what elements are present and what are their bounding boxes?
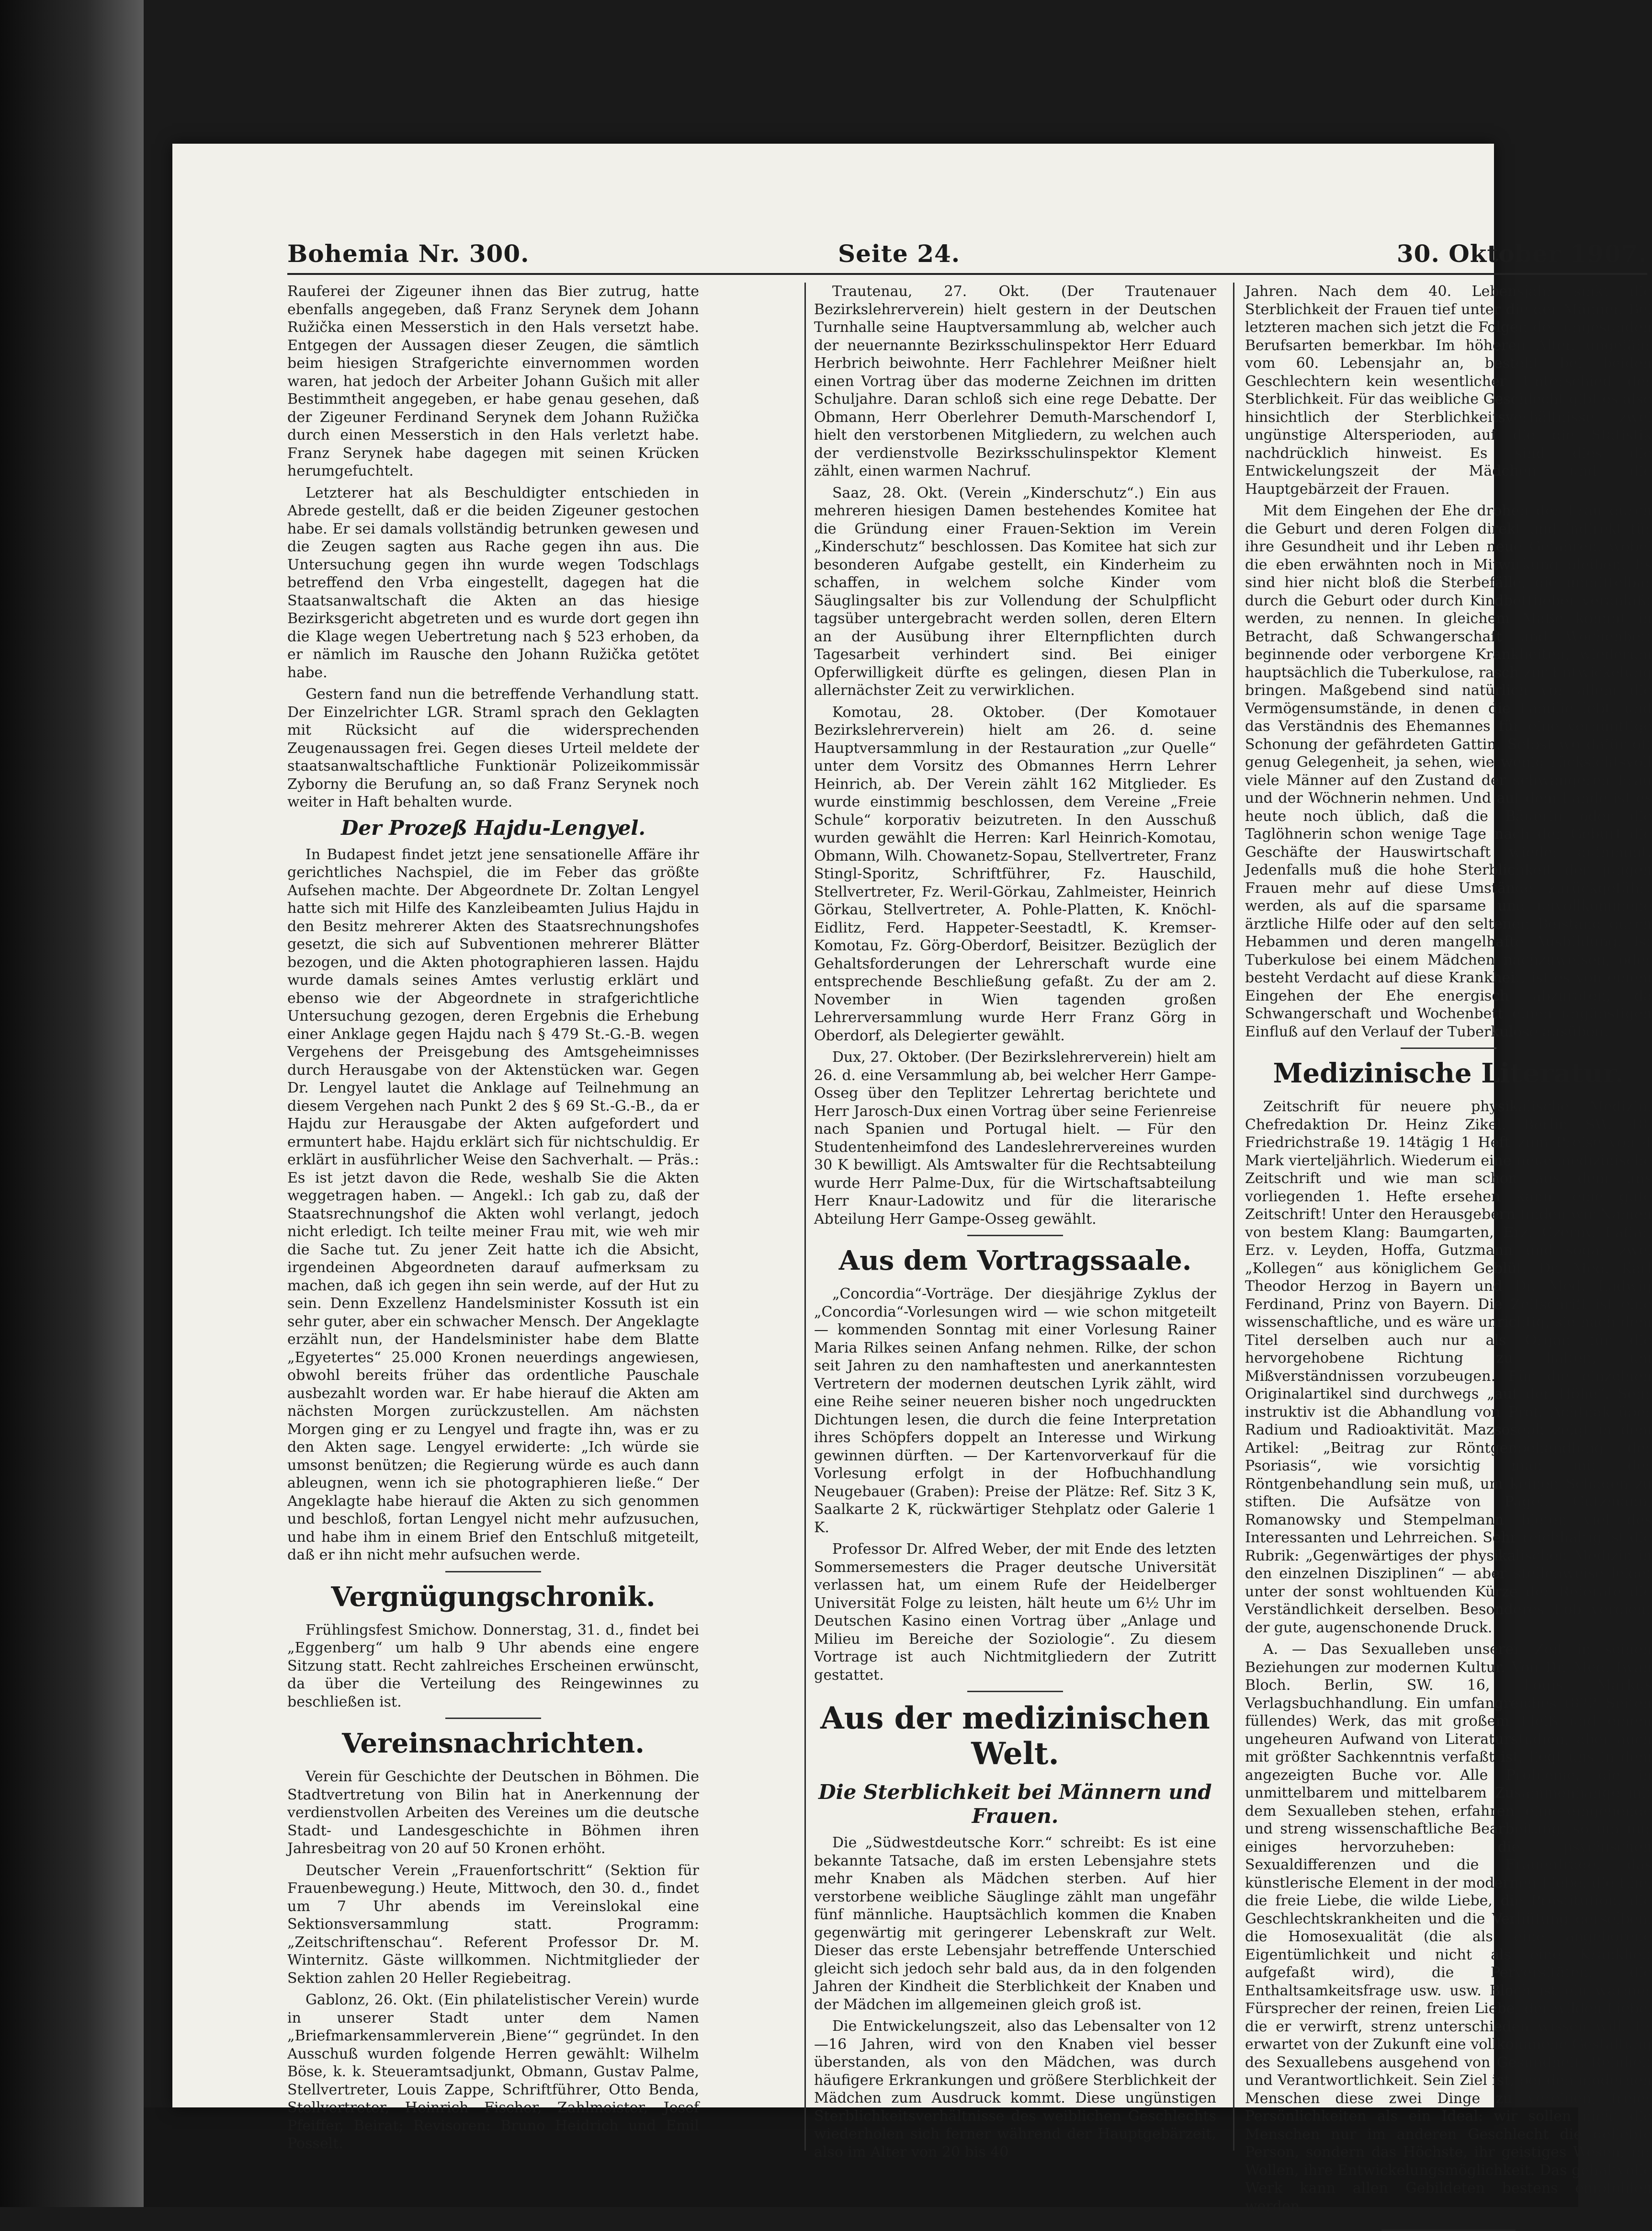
article-paragraph: In Budapest findet jetzt jene sensationelle Affäre ihr gerichtliches Nachspiel, die im Feber das größte Aufsehen machte. Der Abgeordnete Dr. Zoltan Lengyel hatte sich mit Hilfe des Kanzleibeamten Julius Hajdu in den Besitz mehrerer Akten des Staatsrechnungshofes gesetzt, die sich auf Subventionen mehrerer Blätter bezogen, und die Akten photographieren lassen. Hajdu wurde damals seines Amtes verlustig erklärt und ebenso wie der Abgeordnete in strafgerichtliche Untersuchung gezogen, deren Ergebnis die Erhebung einer Anklage gegen Hajdu nach § 479 St.-G.-B. wegen Vergehens der Preisgebung des Amtsgeheimnisses durch Herausgabe von der Aktenstücken war. Gegen Dr. Lengyel lautet die Anklage auf Teilnehmung an diesem Vergehen nach Punkt 2 des § 69 St.-G.-B., da er Hajdu zur Herausgabe der Akten aufgefordert und ermuntert habe. Hajdu erklärt sich für nichtschuldig. Er erklärt in ausführlicher Weise den Sachverhalt. — Präs.: Es ist jetzt davon die Rede, weshalb Sie die Akten weggetragen haben. — Angekl.: Ich gab zu, daß der Staatsrechnungshof die Akten wohl verlangt, jedoch nicht erledigt. Ich teilte meiner Frau mit, wie weh mir die Sache tut. Zu jener Zeit hatte ich die Absicht, irgendeinen Abgeordneten darauf aufmerksam zu machen, daß ich gegen ihn sein werde, auf der Hut zu sein. Denn Exzellenz Handelsminister Kossuth ist ein sehr guter, aber ein schwacher Mensch. Der Angeklagte erzählt nun, der Handelsminister habe dem Blatte „Egyetertes“ 25.000 Kronen neuerdings angewiesen, obwohl bereits früher das ordentliche Pauschale ausbezahlt worden war. Er habe hierauf die Akten am nächsten Morgen zurückzustellen. Am nächsten Morgen ging er zu Lengyel und fragte ihn, was er zu den Akten sage. Lengyel erwiderte: „Ich würde sie umsonst benützen; die Regierung würde es auch dann ableugnen, wenn ich sie photographieren ließe.“ Der Angeklagte habe hierauf die Akten zu sich genommen und beschloß, fortan Lengyel nicht mehr aufzusuchen, und habe ihm in einem Brief den Entschluß mitgeteilt, daß er ihn nicht mehr aufsuchen werde. <box>287 846 699 1563</box>
section-divider <box>967 1691 1063 1692</box>
article-paragraph: Frühlingsfest Smichow. Donnerstag, 31. d., findet bei „Eggenberg“ um halb 9 Uhr abends eine engere Sitzung statt. Recht zahlreiches Erscheinen erwünscht, da über die Verteilung des Reingewinnes zu beschließen ist. <box>287 1621 699 1710</box>
section-heading: Medizinische Literatur. <box>1273 1058 1624 1089</box>
column-rule-2 <box>1233 283 1234 2151</box>
article-paragraph: Rauferei der Zigeuner ihnen das Bier zutrug, hatte ebenfalls angegeben, daß Franz Serynek dem Johann Ružička einen Messerstich in den Hals versetzt habe. Entgegen der Aussagen dieser Zeugen, die sämtlich beim hiesigen Strafgerichte einvernommen worden waren, hat jedoch der Arbeiter Johann Gušich mit aller Bestimmtheit angegeben, er habe genau gesehen, daß der Zigeuner Ferdinand Serynek dem Johann Ružička durch einen Messerstich in den Hals verletzt habe. Franz Serynek habe dagegen mit seinen Krücken herumgefuchtelt. <box>287 283 699 479</box>
article-paragraph: Gestern fand nun die betreffende Verhandlung statt. Der Einzelrichter LGR. Straml sprach den Geklagten mit Rücksicht auf die widersprechenden Zeugenaussagen frei. Gegen dieses Urteil meldete der staatsanwaltschaftliche Funktionär Polizeikommissär Zyborny die Berufung an, so daß Franz Serynek noch weiter in Haft behalten wurde. <box>287 686 699 810</box>
article-paragraph: Gablonz, 26. Okt. (Ein philatelistischer Verein) wurde in unserer Stadt unter dem Namen „Briefmarkensammlerverein ‚Biene‘“ gegründet. In den Ausschuß wurden folgende Herren gewählt: Wilhelm Böse, k. k. Steueramtsadjunkt, Obmann, Gustav Palme, Stellvertreter, Louis Zappe, Schriftführer, Otto Benda, Stellvertreter, Heinrich Fischer, Zahlmeister, Josef Pfeiffer, Beirat; Revisoren: Bruno Heidrich und Emil Posselt. <box>287 1992 699 2152</box>
section-heading: Aus dem Vortragssaale. <box>838 1245 1192 1276</box>
article-paragraph: Letzterer hat als Beschuldigter entschieden in Abrede gestellt, daß er die beiden Zigeuner gestochen habe. Er sei damals vollständig betrunken gewesen und die Zeugen sagten aus Rache gegen ihn aus. Die Untersuchung gegen ihn wurde wegen Todschlags betreffend den Vrba eingestellt, dagegen hat die Staatsanwaltschaft die Akten an das hiesige Bezirksgericht abgetreten und es wurde dort gegen ihn die Klage wegen Uebertretung nach § 523 erhoben, da er nämlich im Rausche den Johann Ružička getötet habe. <box>287 484 699 681</box>
column-left <box>287 283 699 2151</box>
article-paragraph: Dux, 27. Oktober. (Der Bezirkslehrerverein) hielt am 26. d. eine Versammlung ab, bei welcher Herr Gampe-Osseg über den Teplitzer Lehrertag berichtete und Herr Jarosch-Dux einen Vortrag über seine Ferienreise nach Spanien und Portugal hielt. — Für den Studentenheimfond des Landeslehrervereines wurden 30 K bewilligt. Als Amtswalter für die Rechtsabteilung wurde Herr Palme-Dux, für die Wirtschaftsabteilung Herr Knaur-Ladowitz und für die literarische Abteilung Herr Gampe-Osseg gewählt. <box>814 1049 1216 1228</box>
section-divider <box>445 1571 541 1572</box>
article-paragraph: Komotau, 28. Oktober. (Der Komotauer Bezirkslehrerverein) hielt am 26. d. seine Hauptversammlung in der Restauration „zur Quelle“ unter dem Vorsitz des Obmannes Herrn Lehrer Heinrich, ab. Der Verein zählt 162 Mitglieder. Es wurde einstimmig beschlossen, dem Vereine „Freie Schule“ korporativ beizutreten. In den Ausschuß wurden gewählt die Herren: Karl Heinrich-Komotau, Obmann, Wilh. Chowanetz-Sopau, Stellvertreter, Franz Stingl-Sporitz, Schriftführer, Fz. Hauschild, Stellvertreter, Fz. Weril-Görkau, Zahlmeister, Heinrich Görkau, Stellvertreter, A. Pohle-Platten, K. Knöchl-Eidlitz, Ferd. Happeter-Seestadtl, K. Kremser-Komotau, Fz. Görg-Oberdorf, Beisitzer. Bezüglich der Gehaltsforderungen der Lehrerschaft wurde eine entsprechende Beschließung gefaßt. Zu der am 2. November in Wien tagenden großen Lehrerversammlung wurde Herr Franz Görg in Oberdorf, als Delegierter gewählt. <box>814 704 1216 1044</box>
article-heading: Der Prozeß Hajdu-Lengyel. <box>340 816 645 840</box>
section-heading: Vereinsnachrichten. <box>342 1728 645 1759</box>
column-middle <box>814 283 1216 2161</box>
article-paragraph: „Concordia“-Vorträge. Der diesjährige Zyklus der „Concordia“-Vorlesungen wird — wie schon mitgeteilt — kommenden Sonntag mit einer Vorlesung Rainer Maria Rilkes seinen Anfang nehmen. Rilke, der schon seit Jahren zu den namhaftesten und anerkanntesten Vertretern der modernen deutschen Lyrik zählt, wird eine Reihe seiner neueren bisher noch ungedruckten Dichtungen lesen, die durch die feine Interpretation ihres Schöpfers doppelt an Interesse und Wirkung gewinnen dürften. — Der Kartenvorverkauf für die Vorlesung erfolgt in der Hofbuchhandlung Neugebauer (Graben): Preise der Plätze: Ref. Sitz 3 K, Saalkarte 2 K, rückwärtiger Stehplatz oder Galerie 1 K. <box>814 1286 1216 1536</box>
article-paragraph: Mit dem Eingehen der Ehe drohen der Frau durch die Geburt und deren Folgen direkt und indirekt für ihre Gesundheit und ihr Leben neue Gefahren, wobei die eben erwähnten noch in Mitwirkung bleiben. Es sind hier nicht bloß die Sterbefälle, die unmittelbar durch die Geburt oder durch Kindbettfieber veranlaßt werden, zu nennen. In gleichem Maße kommt in Betracht, daß Schwangerschaft und Wochenbett beginnende oder verborgene Krankheiten, wiederum hauptsächlich die Tuberkulose, rasch zur Entwickelung bringen. Maßgebend sind natürlich vor allem die Vermögensumstände, in denen die Familie lebt, und das Verständnis des Ehemannes für eine vernünftige Schonung der gefährdeten Gattin. Selbst wo dafür oft genug Gelegenheit, ja sehen, wie wenig rücksichtsvoll viele Männer auf den Zustand der schwangeren Frau und der Wöchnerin nehmen. Und auf dem Lande ist es heute noch üblich, daß die Bäuerin oder die Taglöhnerin schon wenige Tage nach der Geburt die Geschäfte der Hauswirtschaft wieder aufnimmt. Jedenfalls muß die hohe Sterblichkeit der jungen Frauen mehr auf diese Umstände zurückgeführt werden, als auf die sparsame und unvollkommene ärztliche Hilfe oder auf den seltenen Beistand durch Hebammen und deren mangelhafte Ausbildung. Ist Tuberkulose bei einem Mädchen nachzuweisen, oder besteht Verdacht auf diese Krankheit, ist es von einem Eingehen der Ehe energisch abzuraten, da Schwangerschaft und Wochenbett einen ungünstigen Einfluß auf den Verlauf der Tuberkulose ausüben. <box>1245 502 1652 1040</box>
scan-border-left <box>0 0 144 2207</box>
header-issue: Bohemia Nr. 300. <box>287 239 530 268</box>
article-paragraph: A. — Das Sexualleben unserer Zeit in seinen Beziehungen zur modernen Kultur. Von Dr. Med. Iwan Bloch. Berlin, SW. 16, Louis Markus Verlagsbuchhandlung. Ein umfangreiches (822 Seiten füllendes) Werk, das mit großem Fleiß und einem ungeheuren Aufwand von Literaturstudien, aber auch mit größter Sachkenntnis verfaßt ist, liegt uns in dem angezeigten Buche vor. Alle Probleme, die in unmittelbarem und mittelbarem Zusammenhange mit dem Sexualleben stehen, erfahren eine eingehende und streng wissenschaftliche Bearbeitung, so um nur einiges hervorzuheben: die psychischen Sexualdifferenzen und die Frauenfrage, das künstlerische Element in der modernen Liebe, die Ehe, die freie Liebe, die wilde Liebe, die Prostitution, die Geschlechtskrankheiten und die Verhütung derselben, die Homosexualität (die als eine angeborene Eigentümlichkeit und nicht als eine Krankheit aufgefaßt wird), die Perversitäten, die Enthaltsamkeitsfrage usw. usw. Bloch ist ein warmer Fürsprecher der reinen, freien Liebe, der wilden Liebe, die er verwirft, strenz unterschieden wissen will. Er erwartet von der Zukunft eine vollkommene Gestaltung des Sexuallebens ausgehend von Gesundheit, Reinheit und Verantwortlichkeit. Sein Ziel ist, bei den modernen Menschen diese zwei Dinge zu vereinen, freier Persönlichkeiten als ein Ideal: wir sollen nicht die Menschen nur im anderen Geschlecht die geliebte Person, sondern das Höchste, ihr geistiges Wesen, ihr Wollen, ihre Entwickelungsmöglichkeit. Das gehaltvolle Werk kann allen Gebildeten bestens empfohlen werden. <box>1245 1641 1652 2215</box>
section-divider <box>445 1718 541 1719</box>
column-right <box>1245 283 1652 2215</box>
section-heading: Aus der medizinischen Welt. <box>820 1700 1210 1772</box>
article-paragraph: Verein für Geschichte der Deutschen in Böhmen. Die Stadtvertretung von Bilin hat in Anerkennung der verdienstvollen Arbeiten des Vereines um die deutsche Stadt- und Landesgeschichte in Böhmen ihren Jahresbeitrag von 20 auf 50 Kronen erhöht. <box>287 1768 699 1857</box>
article-paragraph: Die „Südwestdeutsche Korr.“ schreibt: Es ist eine bekannte Tatsache, daß im ersten Lebensjahre stets mehr Knaben als Mädchen sterben. Auf hier verstorbene weibliche Säuglinge zählt man ungefähr fünf männliche. Hauptsächlich kommen die Knaben gegenwärtig mit geringerer Lebenskraft zur Welt. Dieser das erste Lebensjahr betreffende Unterschied gleicht sich jedoch sehr bald aus, da in den folgenden Jahren der Kindheit die Sterblichkeit der Knaben und der Mädchen im allgemeinen gleich groß ist. <box>814 1834 1216 2013</box>
newspaper-page <box>172 144 1652 2215</box>
article-paragraph: Deutscher Verein „Frauenfortschritt“ (Sektion für Frauenbewegung.) Heute, Mittwoch, den 30. d., findet um 7 Uhr abends im Vereinslokal eine Sektionsversammlung statt. Programm: „Zeitschriftenschau“. Referent Professor Dr. M. Winternitz. Gäste willkommen. Nichtmitglieder der Sektion zahlen 20 Heller Regiebeitrag. <box>287 1862 699 1987</box>
article-heading: Die Sterblichkeit bei Männern und Frauen. <box>818 1780 1212 1828</box>
article-paragraph: Trautenau, 27. Okt. (Der Trautenauer Bezirkslehrerverein) hielt gestern in der Deutschen Turnhalle seine Hauptversammlung ab, welcher auch der neuernannte Bezirksschulinspektor Herr Eduard Herbrich beiwohnte. Herr Fachlehrer Meißner hielt einen Vortrag über das moderne Zeichnen im dritten Schuljahre. Daran schloß sich eine rege Debatte. Der Obmann, Herr Oberlehrer Demuth-Marschendorf I, hielt den verstorbenen Mitgliedern, zu welchen auch der verdienstvolle Bezirksschulinspektor Klement zählt, einen warmen Nachruf. <box>814 283 1216 479</box>
article-paragraph: Jahren. Nach dem 40. Lebensjahr sinkt die Sterblichkeit der Frauen tief unter die der Männer. Bei letzteren machen sich jetzt die Folgen der ungesunden Berufsarten bemerkbar. Im höheren Alter, ungefähr vom 60. Lebensjahr an, besteht bei beiden Geschlechtern kein wesentlicher Unterschied der Sterblichkeit. Für das weibliche Geschlecht gibt es also hinsichtlich der Sterblichkeitsverhältnisse zwei ungünstige Altersperioden, auf die die Statistik nachdrücklich hinweist. Es sind dies die Entwickelungszeit der Mädchen und die Hauptgebärzeit der Frauen. <box>1245 283 1652 498</box>
section-divider <box>967 1235 1063 1236</box>
column-rule-1 <box>804 283 806 2151</box>
page-header <box>287 235 1647 275</box>
section-heading: Vergnügungschronik. <box>331 1581 656 1613</box>
article-paragraph: Zeitschrift für neuere physikalische Medizin. Chefredaktion Dr. Heinz Zikel. Berlin SW. 48, Friedrichstraße 19. 14tägig 1 Heft zum Preise von 4 Mark vierteljährlich. Wiederum eine neue medizinische Zeitschrift und wie man schon aus dem uns vorliegenden 1. Hefte ersehen kann, eine gute Zeitschrift! Unter den Herausgebern finden wir Namen von bestem Klang: Baumgarten, Erz. Czerny, Laffar, Erz. v. Leyden, Hoffa, Gutzmann und sogar zwei „Kollegen“ aus königlichem Geblüt, Dr. Med. Karl Theodor Herzog in Bayern und Dr. Med. Ludwig Ferdinand, Prinz von Bayern. Die Zeitschrift ist eine wissenschaftliche, und es wäre unrichtig, sie nach dem Titel derselben auch nur als Organ für die hervorgehobene Richtung zu halten, um Mißverständnissen vorzubeugen. Für die einzelnen Originalartikel sind durchwegs „auf der Höhe“. Sehr instruktiv ist die Abhandlung von Prof. Achtnak über Radium und Radioaktivität. Mazsoseph zeigt in dem Artikel: „Beitrag zur Röntgenbehandlung der Psoriasis“, wie vorsichtig man mit der Röntgenbehandlung sein muß, um keinen Schaden zu stiften. Die Aufsätze von Pagel, Gutzmann, Romanowsky und Stempelmann bieten viel des Interessanten und Lehrreichen. Sehr reichhaltig ist die Rubrik: „Gegenwärtiges der physikalischen Medizin in den einzelnen Disziplinen“ — aber stellenweise leidet unter der sonst wohltuenden Kürze der Referate die Verständlichkeit derselben. Besonderes Lob verdient der gute, augenschonende Druck. <box>1245 1098 1652 1636</box>
article-paragraph: Saaz, 28. Okt. (Verein „Kinderschutz“.) Ein aus mehreren hiesigen Damen bestehendes Komitee hat die Gründung einer Frauen-Sektion im Verein „Kinderschutz“ beschlossen. Das Komitee hat sich zur besonderen Aufgabe gestellt, ein Kinderheim zu schaffen, in welchem solche Kinder vom Säuglingsalter bis zur Vollendung der Schulpflicht tagsüber untergebracht werden sollen, deren Eltern an der Ausübung ihrer Elternpflichten durch Tagesarbeit verhindert sind. Bei einiger Opferwilligkeit dürfte es gelingen, diesen Plan in allernächster Zeit zu verwirklichen. <box>814 484 1216 699</box>
article-paragraph: Die Entwickelungszeit, also das Lebensalter von 12—16 Jahren, wird von den Knaben viel besser überstanden, als von den Mädchen, was durch häufigere Erkrankungen und größere Sterblichkeit der Mädchen zum Ausdruck kommt. Diese ungünstigen Sterblichkeitsverhältnisse des weiblichen Geschlechts wiederholen sich ferner während der Hauptgebärzeit, also im Alter von 20 bis 40 <box>814 2018 1216 2161</box>
header-page-number: Seite 24. <box>838 239 961 268</box>
section-divider <box>1401 1047 1496 1049</box>
article-paragraph: Professor Dr. Alfred Weber, der mit Ende des letzten Sommersemesters die Prager deutsche Universität verlassen hat, um einem Rufe der Heidelberger Universität Folge zu leisten, hält heute um 6½ Uhr im Deutschen Kasino einen Vortrag über „Anlage und Milieu im Bereiche der Soziologie“. Zu diesem Vortrage ist auch Nichtmitgliedern der Zutritt gestattet. <box>814 1541 1216 1684</box>
header-date: 30. Oktober 1907. <box>1396 239 1647 268</box>
